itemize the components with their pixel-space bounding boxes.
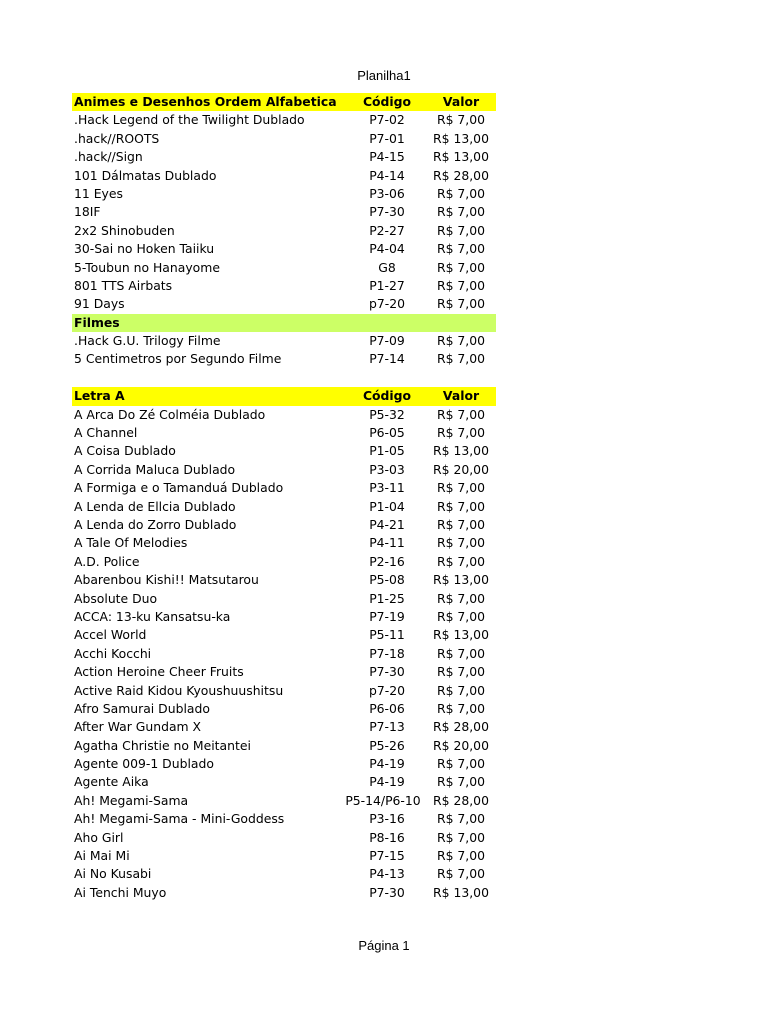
code-cell: P1-27 — [369, 277, 405, 293]
table-row — [72, 700, 496, 718]
title-cell: After War Gundam X — [74, 719, 202, 735]
price-cell: R$ 28,00 — [433, 792, 489, 808]
table-row — [72, 608, 496, 626]
title-cell: A Coisa Dublado — [74, 443, 176, 459]
code-cell: P7-30 — [369, 884, 405, 900]
price-cell: R$ 7,00 — [436, 774, 486, 790]
table-row — [72, 406, 496, 424]
section-title: Letra A — [74, 388, 125, 404]
title-cell: Ah! Megami-Sama - Mini-Goddess — [74, 811, 285, 827]
code-cell: P5-11 — [369, 627, 405, 643]
price-cell: R$ 7,00 — [436, 351, 486, 367]
table-row — [72, 111, 496, 129]
code-cell: P4-11 — [369, 535, 405, 551]
table-row — [72, 203, 496, 221]
title-cell: Afro Samurai Dublado — [74, 700, 210, 716]
code-cell: P7-30 — [369, 664, 405, 680]
page-footer: Página 1 — [358, 938, 410, 953]
price-cell: R$ 7,00 — [436, 425, 486, 441]
table-row — [72, 884, 496, 902]
price-cell: R$ 7,00 — [436, 406, 486, 422]
code-cell: P5-14/P6-10 — [345, 792, 421, 808]
spreadsheet-table — [72, 93, 496, 902]
code-cell: P4-19 — [369, 756, 405, 772]
table-row — [72, 498, 496, 516]
title-cell: Active Raid Kidou Kyoushuushitsu — [74, 682, 284, 698]
code-cell: P7-18 — [369, 645, 405, 661]
code-cell: p7-20 — [369, 296, 405, 312]
empty-row — [72, 369, 496, 387]
price-cell: R$ 28,00 — [433, 167, 489, 183]
table-row — [72, 663, 496, 681]
code-cell: P8-16 — [369, 829, 405, 845]
table-row — [72, 222, 496, 240]
title-cell: .Hack Legend of the Twilight Dublado — [74, 112, 305, 128]
title-cell: Ah! Megami-Sama — [74, 792, 189, 808]
code-cell: P7-09 — [369, 333, 405, 349]
price-cell: R$ 13,00 — [433, 443, 489, 459]
table-row — [72, 167, 496, 185]
code-cell: P5-32 — [369, 406, 405, 422]
table-row — [72, 277, 496, 295]
code-cell: P1-04 — [369, 498, 405, 514]
title-cell: 30-Sai no Hoken Taiiku — [74, 241, 215, 257]
table-row — [72, 626, 496, 644]
table-row — [72, 737, 496, 755]
price-cell: R$ 7,00 — [436, 498, 486, 514]
price-cell: R$ 7,00 — [436, 516, 486, 532]
table-row — [72, 259, 496, 277]
code-cell: P1-25 — [369, 590, 405, 606]
price-cell: R$ 7,00 — [436, 480, 486, 496]
table-row — [72, 829, 496, 847]
price-cell: R$ 7,00 — [436, 535, 486, 551]
price-cell: R$ 7,00 — [436, 848, 486, 864]
table-row — [72, 645, 496, 663]
code-cell: P4-15 — [369, 149, 405, 165]
price-cell: R$ 7,00 — [436, 296, 486, 312]
table-row — [72, 424, 496, 442]
title-cell: .hack//Sign — [74, 149, 143, 165]
table-row — [72, 148, 496, 166]
price-cell: R$ 7,00 — [436, 590, 486, 606]
table-row — [72, 682, 496, 700]
title-cell: 11 Eyes — [74, 185, 123, 201]
title-cell: .Hack G.U. Trilogy Filme — [74, 333, 221, 349]
table-row — [72, 295, 496, 313]
section-title: Animes e Desenhos Ordem Alfabetica — [74, 94, 337, 109]
price-cell: R$ 7,00 — [436, 185, 486, 201]
price-cell: R$ 7,00 — [436, 112, 486, 128]
code-cell: P2-16 — [369, 553, 405, 569]
code-cell: P4-21 — [369, 516, 405, 532]
code-cell: P7-13 — [369, 719, 405, 735]
title-cell: Agente Aika — [74, 774, 149, 790]
code-cell: P4-19 — [369, 774, 405, 790]
table-row — [72, 718, 496, 736]
code-cell: P2-27 — [369, 222, 405, 238]
price-cell: R$ 7,00 — [436, 811, 486, 827]
title-cell: Ai Tenchi Muyo — [74, 884, 167, 900]
title-cell: Abarenbou Kishi!! Matsutarou — [74, 572, 259, 588]
price-cell: R$ 7,00 — [436, 241, 486, 257]
code-cell: P7-15 — [369, 848, 405, 864]
table-row — [72, 590, 496, 608]
code-cell: P5-08 — [369, 572, 405, 588]
price-cell: R$ 7,00 — [436, 700, 486, 716]
code-cell: P1-05 — [369, 443, 405, 459]
table-row — [72, 792, 496, 810]
price-cell: R$ 7,00 — [436, 333, 486, 349]
price-cell: R$ 7,00 — [436, 756, 486, 772]
price-cell: R$ 7,00 — [436, 204, 486, 220]
code-cell: P6-06 — [369, 700, 405, 716]
title-cell: 18IF — [74, 204, 101, 220]
table-row — [72, 516, 496, 534]
code-cell: P3-16 — [369, 811, 405, 827]
title-cell: .hack//ROOTS — [74, 130, 160, 146]
table-row — [72, 810, 496, 828]
title-cell: Agatha Christie no Meitantei — [74, 737, 251, 753]
title-cell: A Lenda do Zorro Dublado — [74, 516, 237, 532]
code-cell: P7-19 — [369, 608, 405, 624]
title-cell: 101 Dálmatas Dublado — [74, 167, 217, 183]
price-cell: R$ 7,00 — [436, 664, 486, 680]
code-cell: P7-30 — [369, 204, 405, 220]
code-cell: P7-01 — [369, 130, 405, 146]
title-cell: 5 Centimetros por Segundo Filme — [74, 351, 282, 367]
table-row — [72, 442, 496, 460]
price-column-header: Valor — [442, 94, 480, 109]
title-cell: A Formiga e o Tamanduá Dublado — [74, 480, 284, 496]
title-cell: A Tale Of Melodies — [74, 535, 188, 551]
code-cell: G8 — [378, 259, 396, 275]
price-cell: R$ 7,00 — [436, 866, 486, 882]
price-cell: R$ 7,00 — [436, 829, 486, 845]
title-cell: 801 TTS Airbats — [74, 277, 173, 293]
section-header-row — [72, 387, 496, 405]
title-cell: A Arca Do Zé Colméia Dublado — [74, 406, 266, 422]
section-title: Filmes — [74, 314, 120, 330]
table-row — [72, 571, 496, 589]
section-header-row — [72, 93, 496, 111]
price-cell: R$ 13,00 — [433, 130, 489, 146]
code-cell: P7-14 — [369, 351, 405, 367]
price-cell: R$ 7,00 — [436, 608, 486, 624]
code-cell: P7-02 — [369, 112, 405, 128]
price-cell: R$ 7,00 — [436, 222, 486, 238]
table-row — [72, 755, 496, 773]
price-column-header: Valor — [442, 388, 480, 404]
title-cell: Aho Girl — [74, 829, 124, 845]
title-cell: ACCA: 13-ku Kansatsu-ka — [74, 608, 231, 624]
price-cell: R$ 20,00 — [433, 461, 489, 477]
title-cell: A.D. Police — [74, 553, 140, 569]
code-cell: P5-26 — [369, 737, 405, 753]
table-row — [72, 865, 496, 883]
table-row — [72, 534, 496, 552]
price-cell: R$ 13,00 — [433, 149, 489, 165]
price-cell: R$ 7,00 — [436, 553, 486, 569]
price-cell: R$ 13,00 — [433, 627, 489, 643]
title-cell: Absolute Duo — [74, 590, 158, 606]
price-cell: R$ 7,00 — [436, 277, 486, 293]
price-cell: R$ 13,00 — [433, 572, 489, 588]
title-cell: Ai No Kusabi — [74, 866, 152, 882]
table-row — [72, 553, 496, 571]
table-row — [72, 130, 496, 148]
table-row — [72, 332, 496, 350]
price-cell: R$ 7,00 — [436, 259, 486, 275]
table-row — [72, 350, 496, 368]
code-column-header: Código — [362, 388, 412, 404]
table-row — [72, 461, 496, 479]
title-cell: Accel World — [74, 627, 147, 643]
table-row — [72, 240, 496, 258]
table-row — [72, 479, 496, 497]
code-cell: P4-13 — [369, 866, 405, 882]
table-row — [72, 773, 496, 791]
code-cell: p7-20 — [369, 682, 405, 698]
title-cell: A Lenda de Ellcia Dublado — [74, 498, 236, 514]
title-cell: Ai Mai Mi — [74, 848, 130, 864]
code-cell: P3-06 — [369, 185, 405, 201]
price-cell: R$ 28,00 — [433, 719, 489, 735]
table-row — [72, 847, 496, 865]
title-cell: 2x2 Shinobuden — [74, 222, 175, 238]
title-cell: Agente 009-1 Dublado — [74, 756, 214, 772]
code-cell: P4-04 — [369, 241, 405, 257]
films-section-row — [72, 314, 496, 332]
sheet-title: Planilha1 — [357, 68, 411, 83]
code-column-header: Código — [362, 94, 412, 109]
title-cell: A Corrida Maluca Dublado — [74, 461, 236, 477]
price-cell: R$ 7,00 — [436, 645, 486, 661]
title-cell: A Channel — [74, 425, 138, 441]
title-cell: Acchi Kocchi — [74, 645, 152, 661]
title-cell: Action Heroine Cheer Fruits — [74, 664, 244, 680]
code-cell: P3-03 — [369, 461, 405, 477]
price-cell: R$ 7,00 — [436, 682, 486, 698]
title-cell: 91 Days — [74, 296, 125, 312]
code-cell: P4-14 — [369, 167, 405, 183]
price-cell: R$ 13,00 — [433, 884, 489, 900]
table-row — [72, 185, 496, 203]
title-cell: 5-Toubun no Hanayome — [74, 259, 220, 275]
code-cell: P3-11 — [369, 480, 405, 496]
price-cell: R$ 20,00 — [433, 737, 489, 753]
code-cell: P6-05 — [369, 425, 405, 441]
